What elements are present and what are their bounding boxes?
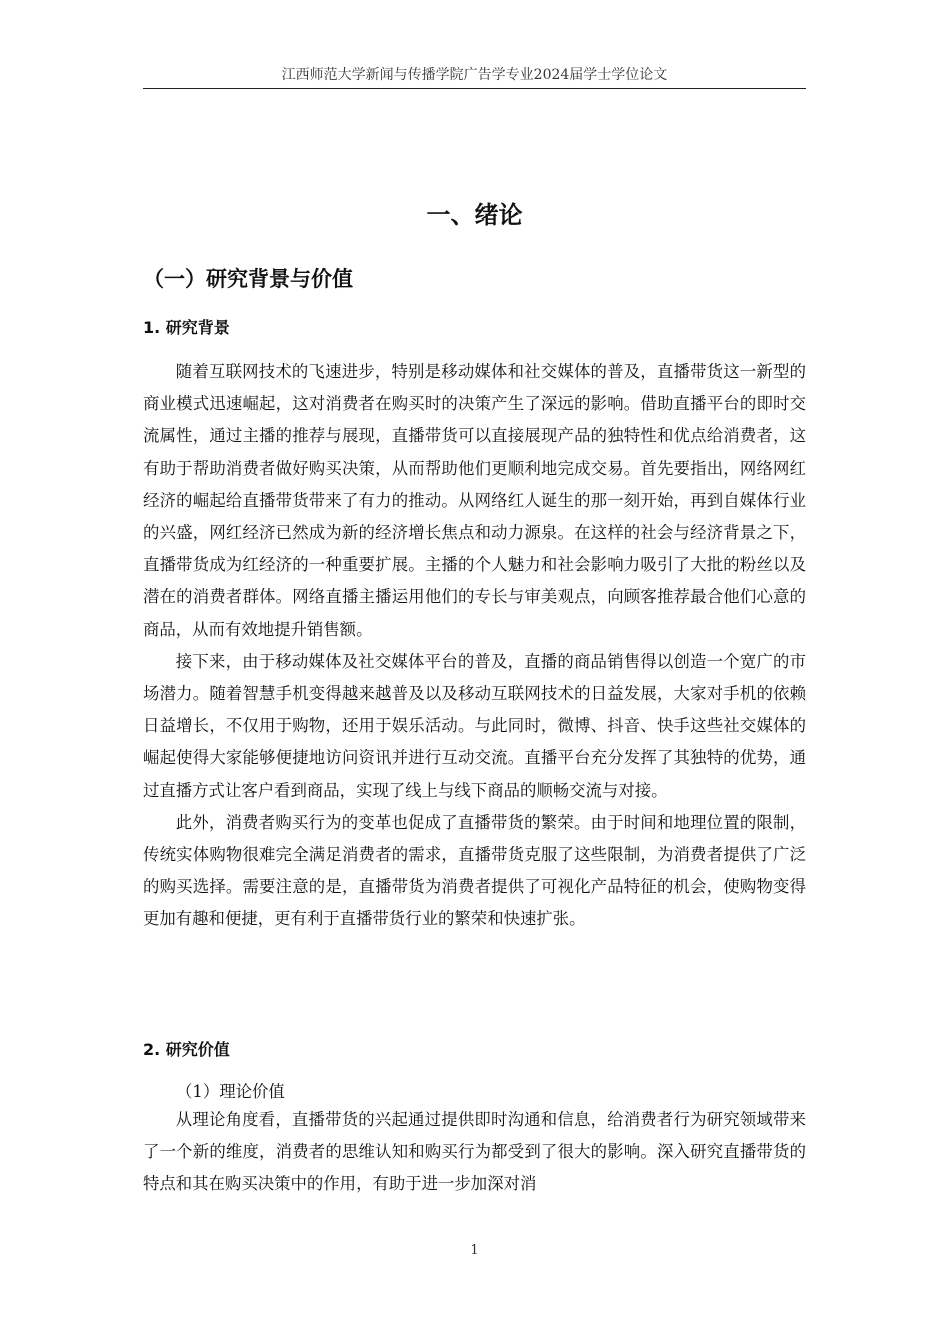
header-rule [143,88,806,89]
subsection-heading-background: 1. 研究背景 [143,318,230,337]
item-heading-theoretical-value: （1）理论价值 [176,1082,285,1101]
section-title: （一）研究背景与价值 [143,267,353,291]
subsection-body-background [143,356,806,936]
subsection-body-value [143,1104,806,1201]
running-header: 江西师范大学新闻与传播学院广告学专业2024届学士学位论文 [281,67,668,83]
chapter-title: 一、绪论 [426,201,523,229]
paragraph: 此外，消费者购买行为的变革也促成了直播带货的繁荣。由于时间和地理位置的限制，传统实体购物很难完全满足消费者的需求，直播带货克服了这些限制，为消费者提供了广泛的购买选择。需要注意的是，直播带货为消费者提供了可视化产品特征的机会，使购物变得更加有趣和便捷，更有利于直播带货行业的繁荣和快速扩张。 [143,812,806,929]
page-number: 1 [470,1243,479,1258]
paragraph: 随着互联网技术的飞速进步，特别是移动媒体和社交媒体的普及，直播带货这一新型的商业模式迅速崛起，这对消费者在购买时的决策产生了深远的影响。借助直播平台的即时交流属性，通过主播的推荐与展现，直播带货可以直接展现产品的独特性和优点给消费者，这有助于帮助消费者做好购买决策，从而帮助他们更顺利地完成交易。首先要指出，网络网红经济的崛起给直播带货带来了有力的推动。从网络红人诞生的那一刻开始，再到自媒体行业的兴盛，网红经济已然成为新的经济增长焦点和动力源泉。在这样的社会与经济背景之下，直播带货成为红经济的一种重要扩展。主播的个人魅力和社会影响力吸引了大批的粉丝以及潜在的消费者群体。网络直播主播运用他们的专长与审美观点，向顾客推荐最合他们心意的商品，从而有效地提升销售额。 [143,362,806,639]
subsection-heading-value: 2. 研究价值 [143,1040,230,1059]
paragraph: 从理论角度看，直播带货的兴起通过提供即时沟通和信息，给消费者行为研究领域带来了一个新的维度，消费者的思维认知和购买行为都受到了很大的影响。深入研究直播带货的特点和其在购买决策中的作用，有助于进一步加深对消 [143,1110,806,1194]
paragraph: 接下来，由于移动媒体及社交媒体平台的普及，直播的商品销售得以创造一个宽广的市场潜力。随着智慧手机变得越来越普及以及移动互联网技术的日益发展，大家对手机的依赖日益增长，不仅用于购物，还用于娱乐活动。与此同时，微博、抖音、快手这些社交媒体的崛起使得大家能够便捷地访问资讯并进行互动交流。直播平台充分发挥了其独特的优势，通过直播方式让客户看到商品，实现了线上与线下商品的顺畅交流与对接。 [143,651,806,800]
